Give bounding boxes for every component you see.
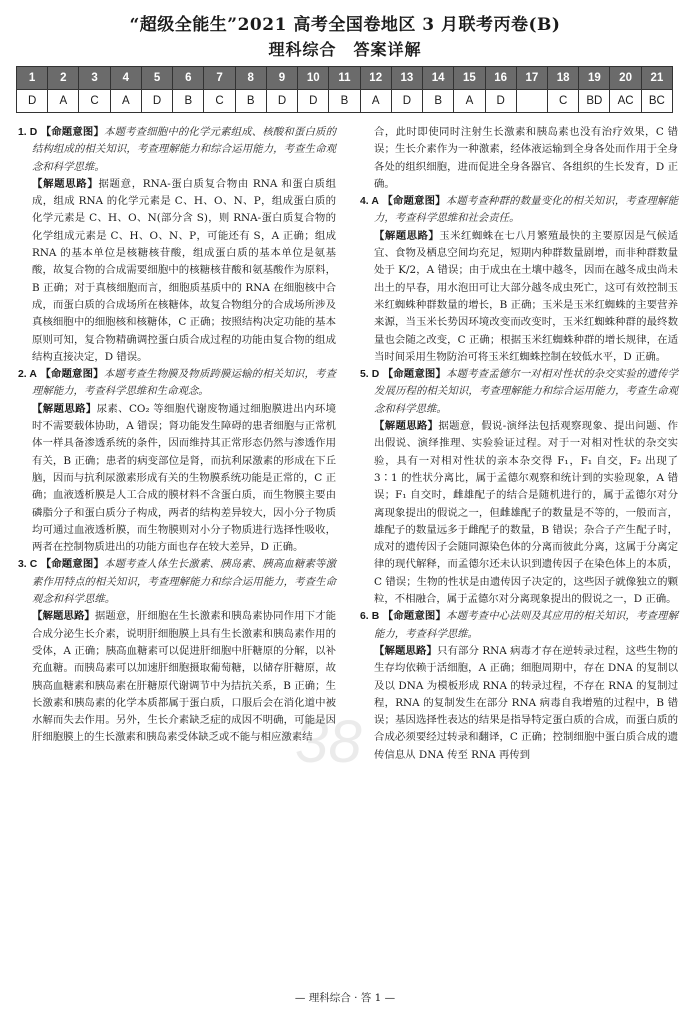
question-5-analysis: 【解题思路】据题意，假说-演绎法包括观察现象、提出问题、作出假说、演绎推理、实验验证过程。对于一对相对性状的杂交实验，具有一对相对性状的亲本杂交得 F₁，F₁ 自交，F₂ 出现了 3∶1 的性状分离比，属于孟德尔观察和统计到的实验现象，A 错误；F₁ 自交时，雌雄配子的结合是随机进行的，属于孟德尔对分离现象提出的假说之一，但雌雄配子的数量是不等的，一般而言，雄配子的数量远多于雌配子的数量，B 错误；杂合子产生配子时，成对的遗传因子会随同源染色体的分离而彼此分离，这属于分离定律的现代解释，而孟德尔还未认识到遗传因子在染色体上的本质，C 错误；生物的性状是由遗传因子决定的，这些因子就像独立的颗粒，不相融合，属于孟德尔对分离现象提出的假说之一，D 正确。 xyxy=(374,420,678,606)
question-number-cell: 5 xyxy=(141,67,172,90)
right-column xyxy=(360,124,678,764)
question-6-analysis: 【解题思路】只有部分 RNA 病毒才存在逆转录过程，这些生物的生存均依赖于活细胞，A 正确；细胞周期中，存在 DNA 的复制以及以 DNA 为模板形成 RNA 的转录过程，不存在 RNA 的复制过程，RNA 的复制发生在部分 RNA 病毒自我增殖的过程中，B 错误；基因选择性表达的结果是指导特定蛋白质的合成，而蛋白质的合成必须要经过转录和翻译，C 正确；控制细胞中蛋白质合成的遗传信息从 DNA 传至 RNA 再传到 xyxy=(374,644,678,761)
question-5: 5. D 【命题意图】本题考查孟德尔一对相对性状的杂交实验的遗传学发展历程的相关知识，考查理解能力和综合运用能力，考查生命观念和科学思维。 xyxy=(360,368,679,415)
answer-cell: B xyxy=(235,90,266,113)
answer-cell: C xyxy=(79,90,110,113)
question-number-cell: 15 xyxy=(454,67,485,90)
question-number-cell: 1 xyxy=(17,67,48,90)
question-6: 6. B 【命题意图】本题考查中心法则及其应用的相关知识，考查理解能力，考查科学思维。 xyxy=(360,610,679,640)
question-3-continued: 合，此时即使同时注射生长激素和胰岛素也没有治疗效果，C 错误；生长介素作为一种激素，经体液运输到全身各处而作用于全身各处的组织细胞，进而促进全身各器官、各组织的生长发育，D 正确。 xyxy=(374,126,678,190)
question-number-cell: 12 xyxy=(360,67,391,90)
question-number-cell: 4 xyxy=(110,67,141,90)
page-subtitle: 理科综合 答案详解 xyxy=(268,40,422,59)
answer-cell: A xyxy=(48,90,79,113)
question-number-cell: 21 xyxy=(641,67,672,90)
page-footer: — 理科综合 · 答 1 — xyxy=(294,992,396,1004)
left-column xyxy=(18,124,336,747)
answer-cell: AC xyxy=(610,90,641,113)
question-1: 1. D 【命题意图】本题考查细胞中的化学元素组成、核酸和蛋白质的结构组成的相关知识，考查理解能力和综合运用能力，考查生命观念和科学思维。 xyxy=(18,126,337,173)
answer-cell: D xyxy=(298,90,329,113)
question-3: 3. C 【命题意图】本题考查人体生长激素、胰岛素、胰高血糖素等激素作用特点的相关知识，考查理解能力和综合运用能力，考查生命观念和科学思维。 xyxy=(18,558,337,606)
question-number-cell: 17 xyxy=(516,67,547,90)
answer-cell: D xyxy=(266,90,297,113)
question-4-analysis: 【解题思路】玉米红蜘蛛在七八月繁殖最快的主要原因是气候适宜、食物及栖息空间均充足，短期内种群数量剧增，而非种群数量处于 K/2，A 错误；由于成虫在土壤中越冬，因而在越冬成虫尚未出土的早春，用水泡田可让大部分越冬成虫死亡，这可有效控制玉米红蜘蛛种群数量的增长，B 正确；玉米是玉米红蜘蛛的主要营养来源，当玉米长势因环境改变而改变时，玉米红蜘蛛种群的最终数量也会随之改变，C 正确；根据玉米红蜘蛛种群的增长规律，在适当时间采用生物防治可将玉米红蜘蛛控制在较低水平，D 正确。 xyxy=(374,229,679,363)
answer-cell: B xyxy=(329,90,360,113)
question-1-analysis: 【解题思路】据题意，RNA-蛋白质复合物由 RNA 和蛋白质组成，组成 RNA 的化学元素是 C、H、O、N、P，组成蛋白质的化学元素是 C、H、O、N(部分含 S)，则 RNA-蛋白质复合物的化学组成元素是 C、H、O、N、P，可能还有 S，A 正确；组成 RNA 的基本单位是核糖核苷酸，组成蛋白质的基本单位是氨基酸，故复合物的合成需要细胞中的核糖核苷酸和氨基酸作为原料，B 正确；对于真核细胞而言，细胞质基质中的 RNA 在细胞核中合成，而蛋白质的合成场所在核糖体，故复合物组分的合成场所涉及真核细胞中的细胞核和核糖体，C 正确；按照结构决定功能的基本原则可知，复合物精确调控蛋白质合成过程的功能由复合物的组成结构直接决定，D 错误。 xyxy=(32,177,337,363)
question-4: 4. A 【命题意图】本题考查种群的数量变化的相关知识，考查理解能力，考查科学思维和社会责任。 xyxy=(360,195,679,225)
question-2-analysis: 【解题思路】尿素、CO₂ 等细胞代谢废物通过细胞膜进出内环境时不需要载体协助，A 错误；肾功能发生障碍的患者细胞与正常机体一样具备渗透系统的条件，因而维持其正常形态仍然与渗透作用有关，B 正确；患者的病变部位是肾，而抗利尿激素的形成在下丘脑，因而与抗利尿激素形成有关的生物膜系统功能是正常的，C 正确；血液透析膜是人工合成的膜材料不含蛋白质，而生物膜主要由磷脂分子和蛋白质分子构成，两者的结构差异较大，因小分子物质均可通过血液透析膜，而生物膜则对小分子物质进行选择性吸收，两者在控制物质进出的功能方面也存在较大差异，D 正确。 xyxy=(32,402,337,554)
answer-cell: D xyxy=(485,90,516,113)
question-number-cell: 2 xyxy=(48,67,79,90)
answer-cell: BC xyxy=(641,90,672,113)
answer-cell: A xyxy=(360,90,391,113)
question-number-cell: 13 xyxy=(391,67,422,90)
question-number-cell: 10 xyxy=(298,67,329,90)
question-number-cell: 19 xyxy=(579,67,610,90)
question-number-cell: 16 xyxy=(485,67,516,90)
answer-cell: C xyxy=(204,90,235,113)
question-number-cell: 8 xyxy=(235,67,266,90)
page-title: “超级全能生”2021 高考全国卷地区 3 月联考丙卷(B) xyxy=(129,15,561,35)
question-number-cell: 3 xyxy=(79,67,110,90)
answer-row xyxy=(17,90,673,113)
answer-cell: BD xyxy=(579,90,610,113)
question-number-cell: 7 xyxy=(204,67,235,90)
answer-cell: C xyxy=(547,90,578,113)
question-2: 2. A 【命题意图】本题考查生物膜及物质跨膜运输的相关知识，考查理解能力，考查科学思维和生命观念。 xyxy=(18,368,337,398)
answer-cell: D xyxy=(391,90,422,113)
question-number-cell: 11 xyxy=(329,67,360,90)
question-3-analysis: 【解题思路】据题意，肝细胞在生长激素和胰岛素协同作用下才能合成分泌生长介素，说明肝细胞膜上具有生长激素和胰岛素作用的受体，A 正确；胰高血糖素可以促进肝细胞中肝糖原的分解，以补充血糖。而胰岛素可以加速肝细胞摄取葡萄糖，以储存肝糖原，故胰高血糖素和胰岛素在肝糖原代谢调节中为拮抗关系，B 正确；生长激素和胰岛素的化学本质都属于蛋白质，口服后会在消化道中被水解而失去作用。另外，生长介素缺乏症的成因不明确，可能是因肝细胞膜上的生长激素和胰岛素受体缺乏或不能与相应激素结 xyxy=(32,610,337,744)
question-number-cell: 20 xyxy=(610,67,641,90)
answer-cell: B xyxy=(423,90,454,113)
answer-cell: D xyxy=(141,90,172,113)
question-number-cell: 14 xyxy=(423,67,454,90)
question-number-cell: 9 xyxy=(266,67,297,90)
answer-cell: D xyxy=(17,90,48,113)
answer-cell: A xyxy=(454,90,485,113)
answer-cell: A xyxy=(110,90,141,113)
question-number-cell: 18 xyxy=(547,67,578,90)
svg-text:38: 38 xyxy=(295,708,362,775)
answer-table xyxy=(16,66,673,113)
answer-cell: B xyxy=(173,90,204,113)
answer-cell xyxy=(516,90,547,113)
question-number-cell: 6 xyxy=(173,67,204,90)
question-number-row xyxy=(17,67,673,90)
